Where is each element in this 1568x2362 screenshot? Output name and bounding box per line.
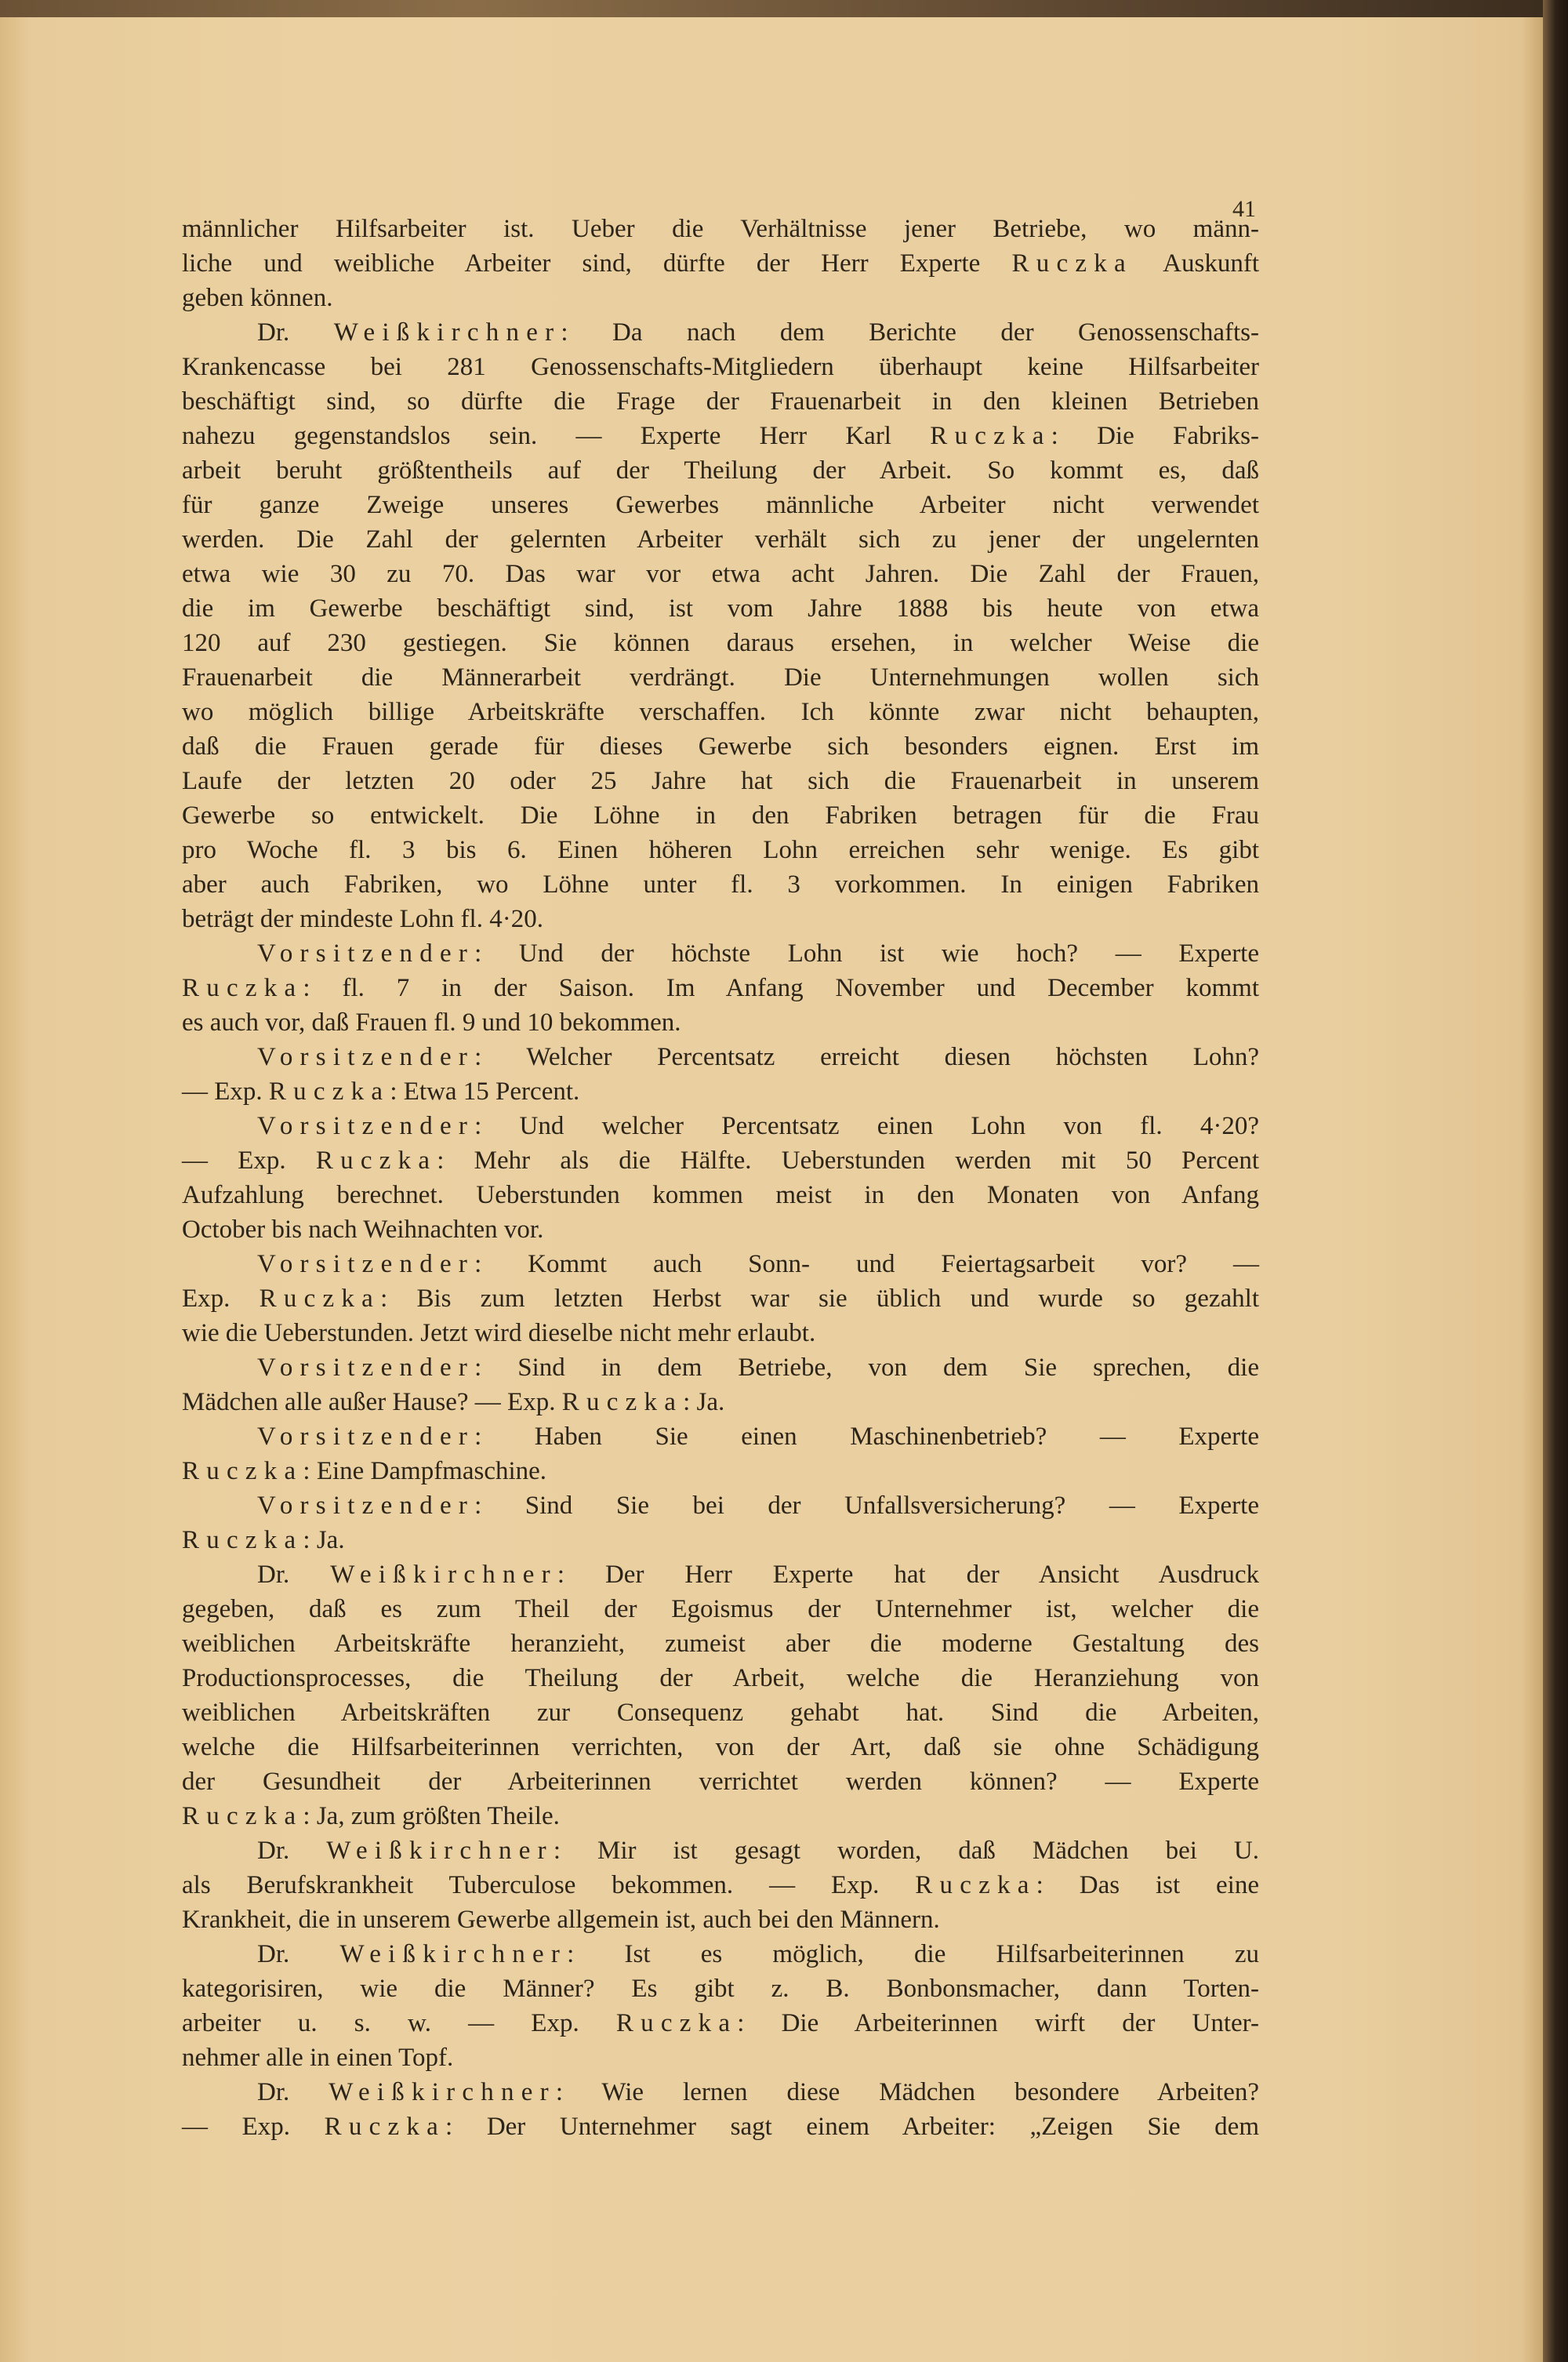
text-line: es auch vor, daß Frauen fl. 9 und 10 bekommen. [182, 1008, 681, 1037]
text-line: — Exp. Ruczka: Mehr als die Hälfte. Ueberstunden werden mit 50 Percent [182, 1146, 1259, 1175]
text-line: Ruczka: Eine Dampfmaschine. [182, 1457, 547, 1485]
speaker-name: Vorsitzender [257, 1492, 475, 1520]
paragraph [182, 1247, 1259, 1350]
speaker-name: Vorsitzender [257, 1250, 475, 1278]
speaker-name: Weißkirchner [326, 1837, 554, 1865]
text-line: etwa wie 30 zu 70. Das war vor etwa acht Jahren. Die Zahl der Frauen, [182, 560, 1259, 588]
text-line: Exp. Ruczka: Bis zum letzten Herbst war sie üblich und wurde so gezahlt [182, 1285, 1259, 1313]
text-line: für ganze Zweige unseres Gewerbes männliche Arbeiter nicht verwendet [182, 491, 1259, 519]
text-line: Krankencasse bei 281 Genossenschafts-Mitgliedern überhaupt keine Hilfsarbeiter [182, 353, 1259, 381]
paragraph [182, 936, 1259, 1040]
text-line: weiblichen Arbeitskräften zur Consequenz gehabt hat. Sind die Arbeiten, [182, 1699, 1259, 1727]
speaker-name: Vorsitzender [257, 1423, 475, 1451]
text-line: Dr. Weißkirchner: Mir ist gesagt worden, daß Mädchen bei U. [257, 1837, 1260, 1865]
speaker-name: Ruczka [182, 1802, 303, 1830]
text-line: 120 auf 230 gestiegen. Sie können daraus ersehen, in welcher Weise die [182, 629, 1259, 657]
text-line: beschäftigt sind, so dürfte die Frage der Frauenarbeit in den kleinen Betrieben [182, 387, 1259, 416]
text-line: Vorsitzender: Sind Sie bei der Unfallsversicherung? — Experte [257, 1492, 1259, 1520]
text-line: nehmer alle in einen Topf. [182, 2044, 454, 2072]
text-line: männlicher Hilfsarbeiter ist. Ueber die Verhältnisse jener Betriebe, wo männ- [182, 215, 1259, 243]
text-line: Aufzahlung berechnet. Ueberstunden kommen meist in den Monaten von Anfang [182, 1181, 1259, 1209]
text-line: Dr. Weißkirchner: Der Herr Experte hat der Ansicht Ausdruck [257, 1561, 1259, 1589]
text-line: nahezu gegenstandslos sein. — Experte Herr Karl Ruczka: Die Fabriks- [182, 422, 1259, 450]
text-line: der Gesundheit der Arbeiterinnen verrichtet werden können? — Experte [182, 1768, 1259, 1796]
text-line: — Exp. Ruczka: Etwa 15 Percent. [182, 1077, 580, 1106]
speaker-name: Ruczka [182, 974, 303, 1002]
speaker-name: Weißkirchner [339, 1940, 568, 1968]
text-line: Ruczka: Ja, zum größten Theile. [182, 1802, 560, 1830]
speaker-name: Ruczka [915, 1871, 1036, 1899]
paragraph [182, 315, 1259, 936]
paragraph [182, 2075, 1259, 2144]
text-line: liche und weibliche Arbeiter sind, dürfte der Herr Experte Ruczka Auskunft [182, 249, 1259, 278]
paragraph [182, 1833, 1259, 1937]
speaker-name: Ruczka [182, 1526, 303, 1554]
text-line: Dr. Weißkirchner: Ist es möglich, die Hilfsarbeiterinnen zu [257, 1940, 1259, 1968]
text-line: Vorsitzender: Sind in dem Betriebe, von dem Sie sprechen, die [257, 1354, 1259, 1382]
text-line: Vorsitzender: Und der höchste Lohn ist wie hoch? — Experte [257, 939, 1259, 968]
text-line: wo möglich billige Arbeitskräfte verschaffen. Ich könnte zwar nicht behaupten, [182, 698, 1259, 726]
speaker-name: Ruczka [561, 1388, 684, 1416]
page-number: 41 [1232, 196, 1256, 222]
speaker-name: Vorsitzender [257, 1112, 475, 1140]
text-line: geben können. [182, 284, 333, 312]
speaker-name: Weißkirchner [333, 318, 561, 347]
page-body-text [182, 212, 1259, 2144]
text-line: Krankheit, die in unserem Gewerbe allgemein ist, auch bei den Männern. [182, 1906, 940, 1934]
speaker-name: Ruczka [324, 2113, 446, 2141]
speaker-name: Ruczka [315, 1146, 437, 1175]
speaker-name: Ruczka [268, 1077, 390, 1106]
text-line: Ruczka: fl. 7 in der Saison. Im Anfang November und December kommt [182, 974, 1259, 1002]
text-line: arbeiter u. s. w. — Exp. Ruczka: Die Arbeiterinnen wirft der Unter- [182, 2009, 1259, 2037]
speaker-name: Ruczka [930, 422, 1051, 450]
text-line: welche die Hilfsarbeiterinnen verrichten, von der Art, daß sie ohne Schädigung [182, 1733, 1259, 1761]
text-line: wie die Ueberstunden. Jetzt wird dieselbe nicht mehr erlaubt. [182, 1319, 816, 1347]
text-line: — Exp. Ruczka: Der Unternehmer sagt einem Arbeiter: „Zeigen Sie dem [182, 2113, 1259, 2141]
text-line: October bis nach Weihnachten vor. [182, 1216, 544, 1244]
paragraph [182, 1557, 1259, 1833]
text-line: daß die Frauen gerade für dieses Gewerbe sich besonders eignen. Erst im [182, 732, 1259, 761]
scan-top-edge [0, 0, 1568, 17]
text-line: kategorisiren, wie die Männer? Es gibt z. B. Bonbonsmacher, dann Torten- [182, 1975, 1259, 2003]
text-line: die im Gewerbe beschäftigt sind, ist vom Jahre 1888 bis heute von etwa [182, 594, 1259, 623]
paragraph [182, 212, 1259, 315]
text-line: beträgt der mindeste Lohn fl. 4·20. [182, 905, 543, 933]
text-line: Laufe der letzten 20 oder 25 Jahre hat sich die Frauenarbeit in unserem [182, 767, 1259, 795]
text-line: pro Woche fl. 3 bis 6. Einen höheren Lohn erreichen sehr wenige. Es gibt [182, 836, 1259, 864]
paragraph [182, 1937, 1259, 2075]
paragraph [182, 1109, 1259, 1247]
speaker-name: Vorsitzender [257, 1043, 475, 1071]
speaker-name: Weißkirchner [328, 2078, 556, 2106]
text-line: werden. Die Zahl der gelernten Arbeiter verhält sich zu jener der ungelernten [182, 525, 1259, 554]
text-line: Vorsitzender: Welcher Percentsatz erreicht diesen höchsten Lohn? [257, 1043, 1259, 1071]
paragraph [182, 1040, 1259, 1109]
speaker-name: Ruczka [1011, 249, 1133, 278]
text-line: Vorsitzender: Kommt auch Sonn- und Feiertagsarbeit vor? — [257, 1250, 1259, 1278]
speaker-name: Vorsitzender [257, 1354, 475, 1382]
speaker-name: Ruczka [615, 2009, 738, 2037]
speaker-name: Ruczka [259, 1285, 381, 1313]
speaker-name: Vorsitzender [257, 939, 475, 968]
text-line: gegeben, daß es zum Theil der Egoismus der Unternehmer ist, welcher die [182, 1595, 1259, 1623]
text-line: Gewerbe so entwickelt. Die Löhne in den Fabriken betragen für die Frau [182, 801, 1259, 830]
text-line: Vorsitzender: Haben Sie einen Maschinenbetrieb? — Experte [257, 1423, 1259, 1451]
text-line: weiblichen Arbeitskräfte heranzieht, zumeist aber die moderne Gestaltung des [182, 1630, 1259, 1658]
text-line: Ruczka: Ja. [182, 1526, 345, 1554]
text-line: Vorsitzender: Und welcher Percentsatz einen Lohn von fl. 4·20? [257, 1112, 1259, 1140]
speaker-name: Ruczka [182, 1457, 303, 1485]
text-line: als Berufskrankheit Tuberculose bekommen. — Exp. Ruczka: Das ist eine [182, 1871, 1259, 1899]
paragraph [182, 1350, 1259, 1419]
text-line: Frauenarbeit die Männerarbeit verdrängt. Die Unternehmungen wollen sich [182, 663, 1259, 692]
text-line: arbeit beruht größtentheils auf der Theilung der Arbeit. So kommt es, daß [182, 456, 1259, 485]
speaker-name: Weißkirchner [330, 1561, 557, 1589]
scan-right-edge [1543, 0, 1568, 2362]
text-line: Mädchen alle außer Hause? — Exp. Ruczka: Ja. [182, 1388, 725, 1416]
text-line: Productionsprocesses, die Theilung der Arbeit, welche die Heranziehung von [182, 1664, 1259, 1692]
text-line: aber auch Fabriken, wo Löhne unter fl. 3 vorkommen. In einigen Fabriken [182, 870, 1259, 899]
text-line: Dr. Weißkirchner: Da nach dem Berichte der Genossenschafts- [257, 318, 1259, 347]
text-line: Dr. Weißkirchner: Wie lernen diese Mädchen besondere Arbeiten? [257, 2078, 1260, 2106]
paragraph [182, 1419, 1259, 1488]
paragraph [182, 1488, 1259, 1557]
